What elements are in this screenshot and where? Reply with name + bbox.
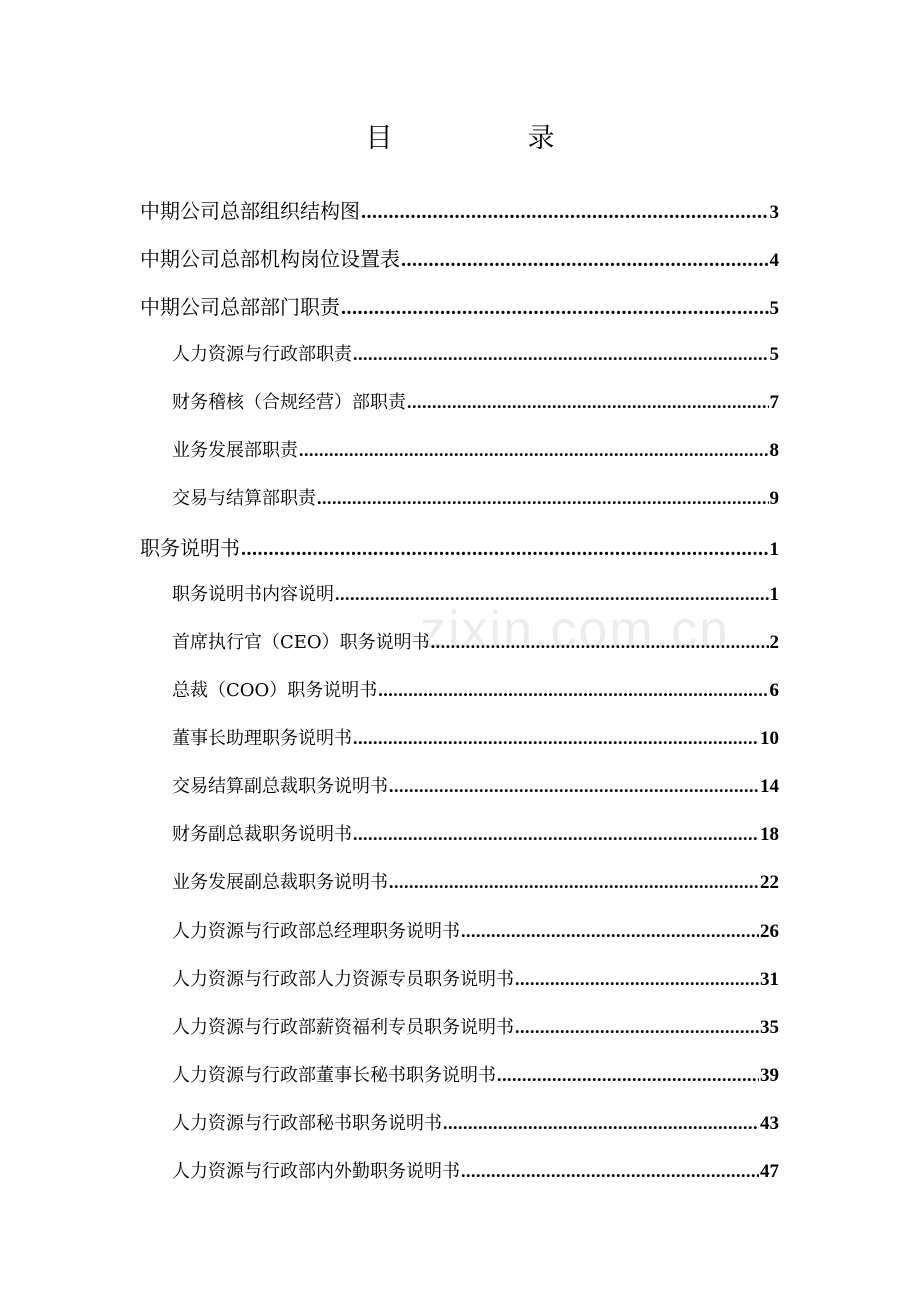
toc-entry-page: 31 <box>760 969 779 990</box>
toc-dot-leader <box>317 488 769 509</box>
toc-entry-page: 9 <box>769 488 779 509</box>
toc-dot-leader <box>515 1017 759 1038</box>
toc-dot-leader <box>407 392 769 413</box>
toc-entry[interactable] <box>172 1157 779 1187</box>
toc-entry-page: 26 <box>760 921 779 942</box>
toc-entry-label: 人力资源与行政部秘书职务说明书 <box>172 1113 442 1134</box>
toc-entry[interactable] <box>172 436 779 466</box>
toc-entry-page: 2 <box>769 632 779 653</box>
page-title: 目 录 <box>365 123 609 154</box>
toc-entry-label: 总裁（COO）职务说明书 <box>172 680 378 701</box>
toc-entry-page: 7 <box>769 392 779 413</box>
toc-entry-page: 43 <box>760 1113 779 1134</box>
toc-entry-label: 职务说明书内容说明 <box>172 584 334 605</box>
toc-entry-label: 职务说明书 <box>140 536 240 560</box>
toc-entry[interactable] <box>172 340 779 370</box>
toc-entry-page: 14 <box>760 776 779 797</box>
toc-entry-label: 人力资源与行政部总经理职务说明书 <box>172 921 460 942</box>
toc-entry[interactable] <box>140 532 779 562</box>
toc-entry[interactable] <box>172 772 779 802</box>
toc-dot-leader <box>389 872 759 893</box>
toc-entry-label: 人力资源与行政部内外勤职务说明书 <box>172 1161 460 1182</box>
toc-dot-leader <box>361 201 769 224</box>
toc-entry[interactable] <box>140 243 779 273</box>
toc-entry[interactable] <box>172 676 779 706</box>
toc-entry[interactable] <box>172 917 779 947</box>
toc-entry[interactable] <box>172 1061 779 1091</box>
toc-entry[interactable] <box>172 1109 779 1139</box>
watermark: zixin.com.cn <box>420 601 731 659</box>
toc-entry-label: 业务发展副总裁职务说明书 <box>172 872 388 893</box>
toc-entry[interactable] <box>172 820 779 850</box>
toc-entry-label: 交易与结算部职责 <box>172 488 316 509</box>
toc-entry-page: 6 <box>769 680 779 701</box>
toc-entry-page: 47 <box>760 1161 779 1182</box>
toc-entry-label: 财务副总裁职务说明书 <box>172 824 352 845</box>
toc-entry[interactable] <box>140 195 779 225</box>
toc-entry-page: 1 <box>769 584 779 605</box>
toc-entry[interactable] <box>172 388 779 418</box>
toc-entry[interactable] <box>172 868 779 898</box>
toc-entry-label: 人力资源与行政部职责 <box>172 344 352 365</box>
toc-dot-leader <box>389 776 759 797</box>
toc-entry-label: 人力资源与行政部董事长秘书职务说明书 <box>172 1065 496 1086</box>
toc-entry-page: 39 <box>760 1065 779 1086</box>
toc-entry[interactable] <box>140 291 779 321</box>
toc-entry-label: 人力资源与行政部薪资福利专员职务说明书 <box>172 1017 514 1038</box>
toc-entry-page: 18 <box>760 824 779 845</box>
toc-dot-leader <box>241 538 769 561</box>
toc-dot-leader <box>401 249 769 272</box>
toc-entry-label: 业务发展部职责 <box>172 440 298 461</box>
toc-dot-leader <box>299 440 769 461</box>
toc-dot-leader <box>341 297 769 320</box>
toc-dot-leader <box>353 728 759 749</box>
toc-entry[interactable] <box>172 1013 779 1043</box>
toc-dot-leader <box>431 632 769 653</box>
toc-entry-label: 交易结算副总裁职务说明书 <box>172 776 388 797</box>
toc-dot-leader <box>515 969 759 990</box>
toc-entry[interactable] <box>172 580 779 610</box>
toc-entry[interactable] <box>172 965 779 995</box>
toc-entry-page: 4 <box>769 250 779 271</box>
toc-dot-leader <box>461 921 759 942</box>
toc-dot-leader <box>497 1065 759 1086</box>
toc-entry-page: 5 <box>769 344 779 365</box>
toc-dot-leader <box>353 824 759 845</box>
toc-dot-leader <box>443 1113 759 1134</box>
toc-entry[interactable] <box>172 628 779 658</box>
toc-dot-leader <box>378 680 768 701</box>
toc-entry-label: 中期公司总部机构岗位设置表 <box>140 247 400 271</box>
toc-entry-page: 3 <box>769 202 779 223</box>
toc-entry-page: 8 <box>769 440 779 461</box>
toc-entry-page: 35 <box>760 1017 779 1038</box>
toc-entry-label: 首席执行官（CEO）职务说明书 <box>172 632 430 653</box>
toc-entry-page: 1 <box>769 539 779 560</box>
toc-entry[interactable] <box>172 724 779 754</box>
toc-dot-leader <box>353 344 769 365</box>
toc-entry-label: 董事长助理职务说明书 <box>172 728 352 749</box>
toc-entry-label: 财务稽核（合规经营）部职责 <box>172 392 406 413</box>
toc-entry[interactable] <box>172 484 779 514</box>
toc-entry-label: 中期公司总部部门职责 <box>140 295 340 319</box>
toc-entry-page: 10 <box>760 728 779 749</box>
toc-entry-label: 人力资源与行政部人力资源专员职务说明书 <box>172 969 514 990</box>
toc-entry-page: 5 <box>769 298 779 319</box>
toc-entry-label: 中期公司总部组织结构图 <box>140 199 360 223</box>
toc-dot-leader <box>335 584 769 605</box>
toc-dot-leader <box>461 1161 759 1182</box>
toc-entry-page: 22 <box>760 872 779 893</box>
